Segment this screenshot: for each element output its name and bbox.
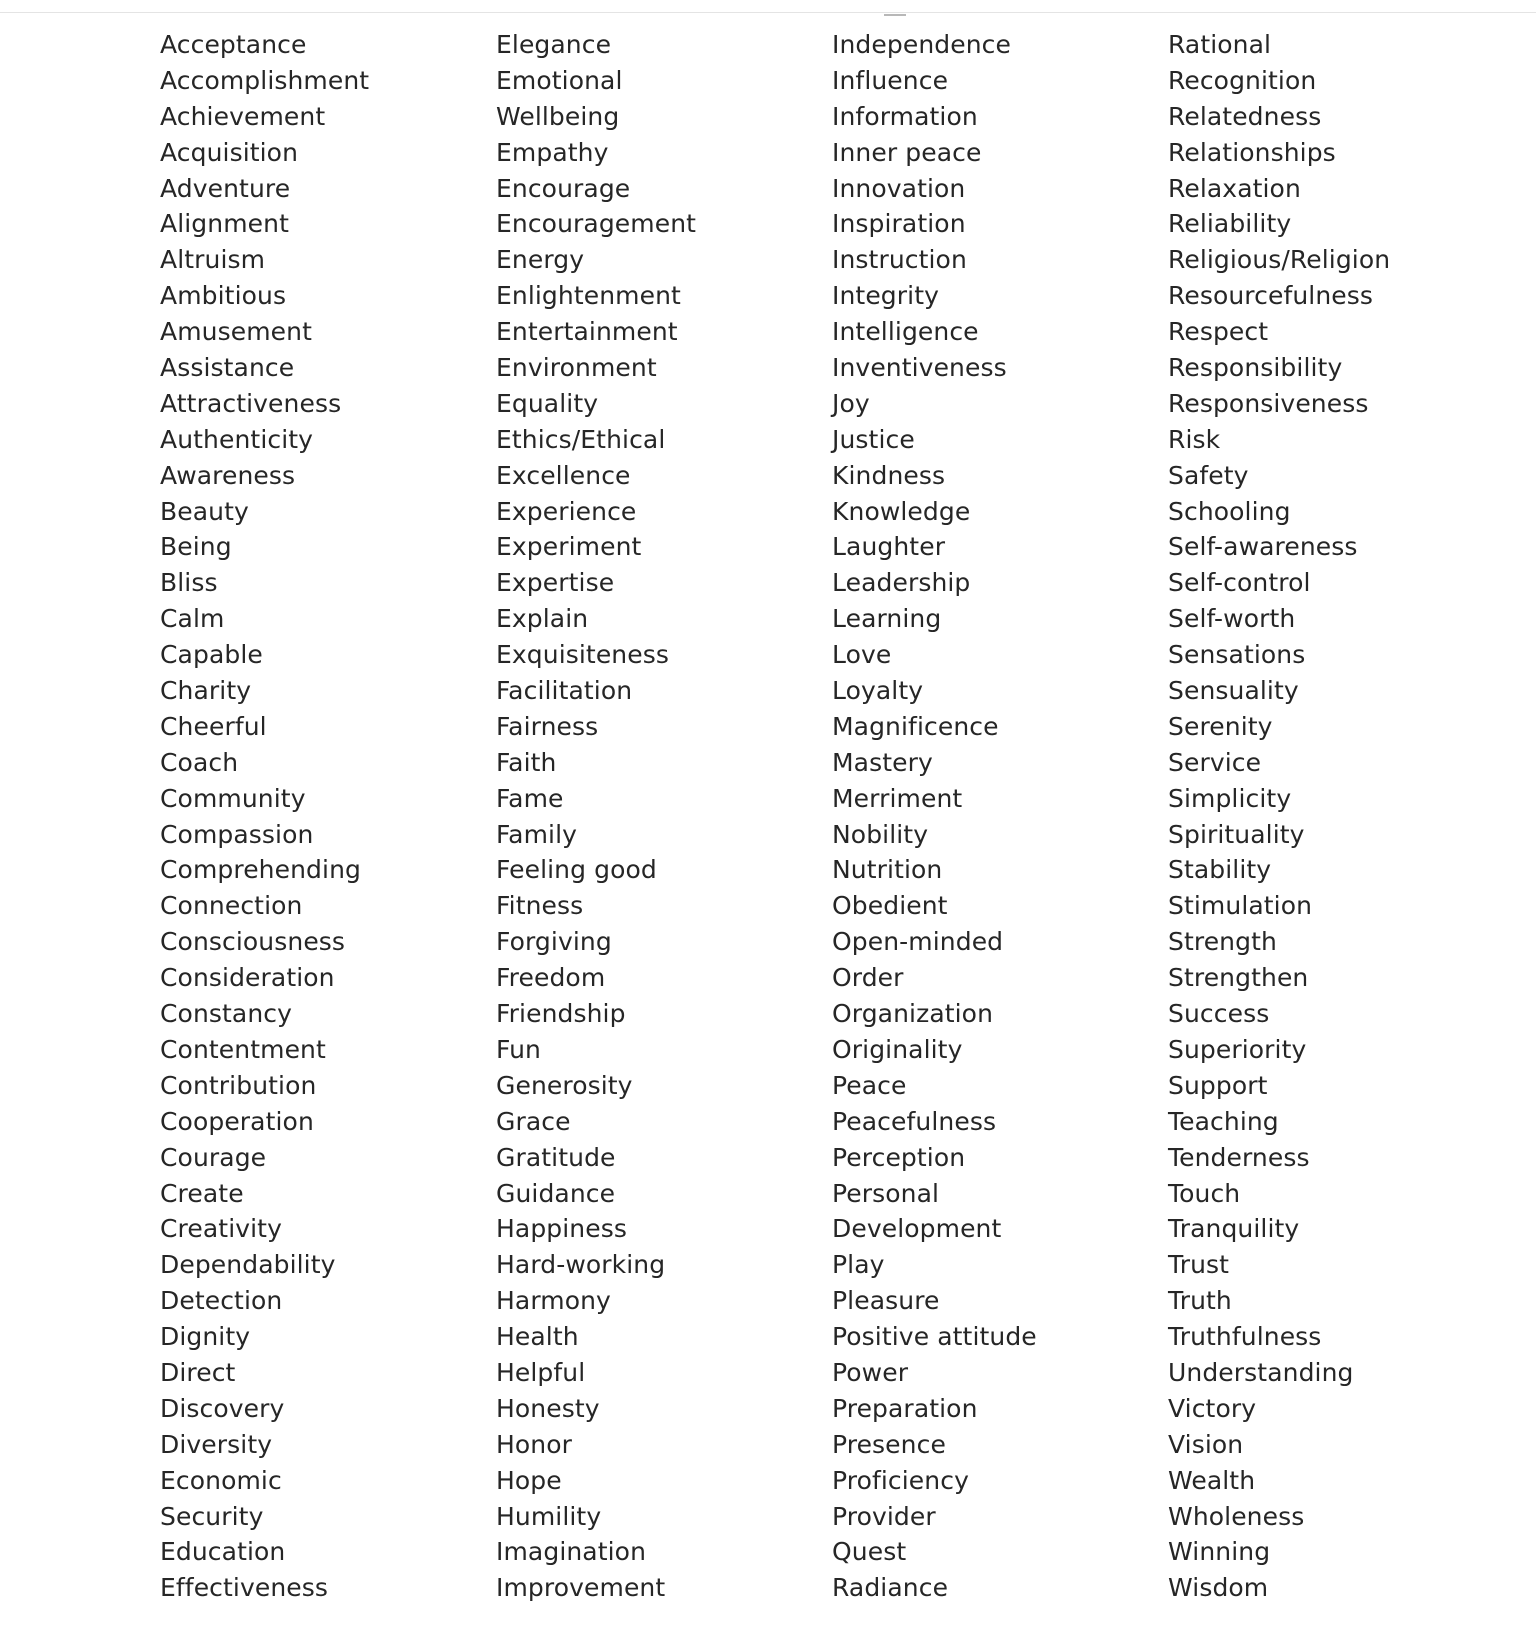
word-item: Health	[496, 1322, 579, 1352]
word-item: Self-control	[1168, 568, 1311, 598]
word-item: Achievement	[160, 101, 326, 131]
word-item: Altruism	[160, 245, 266, 275]
word-item: Nutrition	[832, 855, 943, 885]
word-item: Consideration	[160, 963, 335, 993]
word-item: Environment	[496, 353, 657, 383]
word-item: Acquisition	[160, 137, 299, 167]
word-item: Understanding	[1168, 1357, 1354, 1387]
word-item: Courage	[160, 1142, 267, 1172]
word-item: Relaxation	[1168, 173, 1301, 203]
word-item: Accomplishment	[160, 65, 370, 95]
word-item: Order	[832, 963, 904, 993]
word-item: Diversity	[160, 1429, 273, 1459]
word-item: Encourage	[496, 173, 631, 203]
word-item: Influence	[832, 65, 949, 95]
word-column-1	[160, 27, 496, 1606]
word-item: Peacefulness	[832, 1106, 997, 1136]
word-item: Encouragement	[496, 209, 697, 239]
word-item: Community	[160, 783, 306, 813]
word-item: Preparation	[832, 1393, 978, 1423]
word-item: Happiness	[496, 1214, 627, 1244]
word-item: Exquisiteness	[496, 640, 669, 670]
word-item: Beauty	[160, 496, 249, 526]
word-item: Ethics/Ethical	[496, 424, 666, 454]
word-item: Strength	[1168, 927, 1277, 957]
word-item: Sensuality	[1168, 676, 1299, 706]
word-item: Cooperation	[160, 1106, 314, 1136]
word-item: Alignment	[160, 209, 289, 239]
word-item: Responsiveness	[1168, 388, 1369, 418]
word-item: Loyalty	[832, 676, 924, 706]
word-item: Awareness	[160, 460, 296, 490]
word-column-2	[496, 27, 832, 1606]
word-item: Innovation	[832, 173, 966, 203]
word-item: Honor	[496, 1429, 573, 1459]
page-top-border	[0, 12, 1536, 13]
word-item: Wellbeing	[496, 101, 620, 131]
word-item: Economic	[160, 1465, 282, 1495]
word-item: Fun	[496, 1034, 542, 1064]
word-item: Development	[832, 1214, 1002, 1244]
word-item: Pleasure	[832, 1286, 940, 1316]
word-item: Risk	[1168, 424, 1221, 454]
word-item: Security	[160, 1501, 264, 1531]
word-item: Spirituality	[1168, 819, 1305, 849]
word-item: Comprehending	[160, 855, 361, 885]
word-item: Strengthen	[1168, 963, 1309, 993]
word-item: Information	[832, 101, 978, 131]
word-item: Vision	[1168, 1429, 1244, 1459]
word-item: Peace	[832, 1070, 907, 1100]
word-item: Inspiration	[832, 209, 966, 239]
word-item: Direct	[160, 1357, 236, 1387]
word-item: Assistance	[160, 353, 295, 383]
word-item: Attractiveness	[160, 388, 342, 418]
word-item: Faith	[496, 747, 557, 777]
word-item: Bliss	[160, 568, 218, 598]
word-item: Being	[160, 532, 232, 562]
word-item: Mastery	[832, 747, 933, 777]
word-item: Stability	[1168, 855, 1272, 885]
word-item: Friendship	[496, 999, 626, 1029]
word-column-3	[832, 27, 1168, 1606]
word-item: Enlightenment	[496, 281, 681, 311]
word-item: Tranquility	[1168, 1214, 1300, 1244]
word-item: Quest	[832, 1537, 907, 1567]
word-item: Imagination	[496, 1537, 647, 1567]
word-item: Nobility	[832, 819, 929, 849]
word-item: Trust	[1168, 1250, 1230, 1280]
word-item: Positive attitude	[832, 1322, 1037, 1352]
word-item: Generosity	[496, 1070, 633, 1100]
word-item: Emotional	[496, 65, 623, 95]
word-item: Detection	[160, 1286, 283, 1316]
word-item: Organization	[832, 999, 994, 1029]
word-item: Wholeness	[1168, 1501, 1305, 1531]
word-item: Hard-working	[496, 1250, 666, 1280]
word-item: Open-minded	[832, 927, 1004, 957]
word-item: Schooling	[1168, 496, 1291, 526]
word-item: Provider	[832, 1501, 936, 1531]
word-item: Ambitious	[160, 281, 287, 311]
word-item: Fame	[496, 783, 564, 813]
word-item: Perception	[832, 1142, 966, 1172]
word-item: Create	[160, 1178, 244, 1208]
word-item: Contentment	[160, 1034, 326, 1064]
word-item: Equality	[496, 388, 599, 418]
word-item: Self-worth	[1168, 604, 1296, 634]
word-item: Forgiving	[496, 927, 612, 957]
word-item: Serenity	[1168, 711, 1273, 741]
word-item: Discovery	[160, 1393, 285, 1423]
word-item: Reliability	[1168, 209, 1292, 239]
word-item: Helpful	[496, 1357, 586, 1387]
word-item: Recognition	[1168, 65, 1317, 95]
word-item: Calm	[160, 604, 225, 634]
word-item: Proficiency	[832, 1465, 969, 1495]
word-item: Instruction	[832, 245, 967, 275]
word-item: Fairness	[496, 711, 599, 741]
word-item: Intelligence	[832, 317, 979, 347]
word-item: Justice	[832, 424, 915, 454]
word-item: Personal	[832, 1178, 940, 1208]
word-item: Relatedness	[1168, 101, 1322, 131]
word-item: Grace	[496, 1106, 571, 1136]
word-item: Experience	[496, 496, 637, 526]
word-item: Magnificence	[832, 711, 999, 741]
word-item: Empathy	[496, 137, 609, 167]
word-item: Guidance	[496, 1178, 616, 1208]
word-item: Contribution	[160, 1070, 317, 1100]
word-item: Originality	[832, 1034, 963, 1064]
word-item: Kindness	[832, 460, 946, 490]
word-column-4	[1168, 27, 1428, 1606]
word-item: Knowledge	[832, 496, 971, 526]
word-item: Victory	[1168, 1393, 1257, 1423]
word-item: Teaching	[1168, 1106, 1279, 1136]
word-item: Freedom	[496, 963, 606, 993]
word-item: Expertise	[496, 568, 615, 598]
word-item: Facilitation	[496, 676, 633, 706]
word-item: Power	[832, 1357, 909, 1387]
word-item: Rational	[1168, 30, 1272, 59]
word-item: Merriment	[832, 783, 963, 813]
word-item: Simplicity	[1168, 783, 1292, 813]
word-item: Elegance	[496, 30, 612, 59]
word-item: Winning	[1168, 1537, 1271, 1567]
word-item: Touch	[1168, 1178, 1241, 1208]
word-item: Family	[496, 819, 578, 849]
word-item: Presence	[832, 1429, 946, 1459]
word-item: Dignity	[160, 1322, 251, 1352]
word-item: Resourcefulness	[1168, 281, 1374, 311]
word-item: Sensations	[1168, 640, 1306, 670]
word-item: Effectiveness	[160, 1573, 329, 1603]
word-item: Creativity	[160, 1214, 282, 1244]
word-item: Success	[1168, 999, 1270, 1029]
word-item: Inner peace	[832, 137, 982, 167]
word-item: Humility	[496, 1501, 602, 1531]
word-item: Truthfulness	[1168, 1322, 1322, 1352]
word-item: Respect	[1168, 317, 1269, 347]
word-item: Self-awareness	[1168, 532, 1358, 562]
word-item: Education	[160, 1537, 286, 1567]
word-item: Authenticity	[160, 424, 314, 454]
word-item: Inventiveness	[832, 353, 1007, 383]
word-item: Radiance	[832, 1573, 949, 1603]
word-item: Gratitude	[496, 1142, 616, 1172]
word-item: Superiority	[1168, 1034, 1307, 1064]
word-item: Independence	[832, 30, 1011, 59]
word-item: Support	[1168, 1070, 1268, 1100]
word-item: Religious/Religion	[1168, 245, 1391, 275]
word-item: Coach	[160, 747, 239, 777]
word-item: Capable	[160, 640, 263, 670]
word-item: Constancy	[160, 999, 293, 1029]
word-item: Truth	[1168, 1286, 1232, 1316]
text-cursor-mark	[884, 14, 906, 16]
word-item: Entertainment	[496, 317, 678, 347]
word-item: Excellence	[496, 460, 631, 490]
word-item: Connection	[160, 891, 303, 921]
word-item: Compassion	[160, 819, 314, 849]
word-item: Hope	[496, 1465, 562, 1495]
word-item: Love	[832, 640, 892, 670]
word-item: Harmony	[496, 1286, 611, 1316]
word-item: Integrity	[832, 281, 939, 311]
word-item: Wisdom	[1168, 1573, 1269, 1603]
word-item: Feeling good	[496, 855, 657, 885]
word-item: Amusement	[160, 317, 312, 347]
word-item: Responsibility	[1168, 353, 1343, 383]
word-item: Play	[832, 1250, 885, 1280]
word-item: Charity	[160, 676, 252, 706]
word-item: Service	[1168, 747, 1262, 777]
values-word-list	[160, 27, 1428, 1606]
word-item: Laughter	[832, 532, 946, 562]
word-item: Honesty	[496, 1393, 600, 1423]
word-item: Consciousness	[160, 927, 346, 957]
word-item: Fitness	[496, 891, 584, 921]
word-item: Relationships	[1168, 137, 1336, 167]
word-item: Dependability	[160, 1250, 336, 1280]
word-item: Tenderness	[1168, 1142, 1310, 1172]
word-item: Learning	[832, 604, 942, 634]
word-item: Leadership	[832, 568, 971, 598]
word-item: Wealth	[1168, 1465, 1256, 1495]
word-item: Acceptance	[160, 30, 307, 59]
word-item: Obedient	[832, 891, 948, 921]
word-item: Joy	[832, 388, 870, 418]
word-item: Stimulation	[1168, 891, 1313, 921]
word-item: Safety	[1168, 460, 1249, 490]
word-item: Explain	[496, 604, 589, 634]
word-item: Cheerful	[160, 711, 267, 741]
word-item: Improvement	[496, 1573, 666, 1603]
word-item: Adventure	[160, 173, 291, 203]
word-item: Energy	[496, 245, 585, 275]
word-item: Experiment	[496, 532, 642, 562]
